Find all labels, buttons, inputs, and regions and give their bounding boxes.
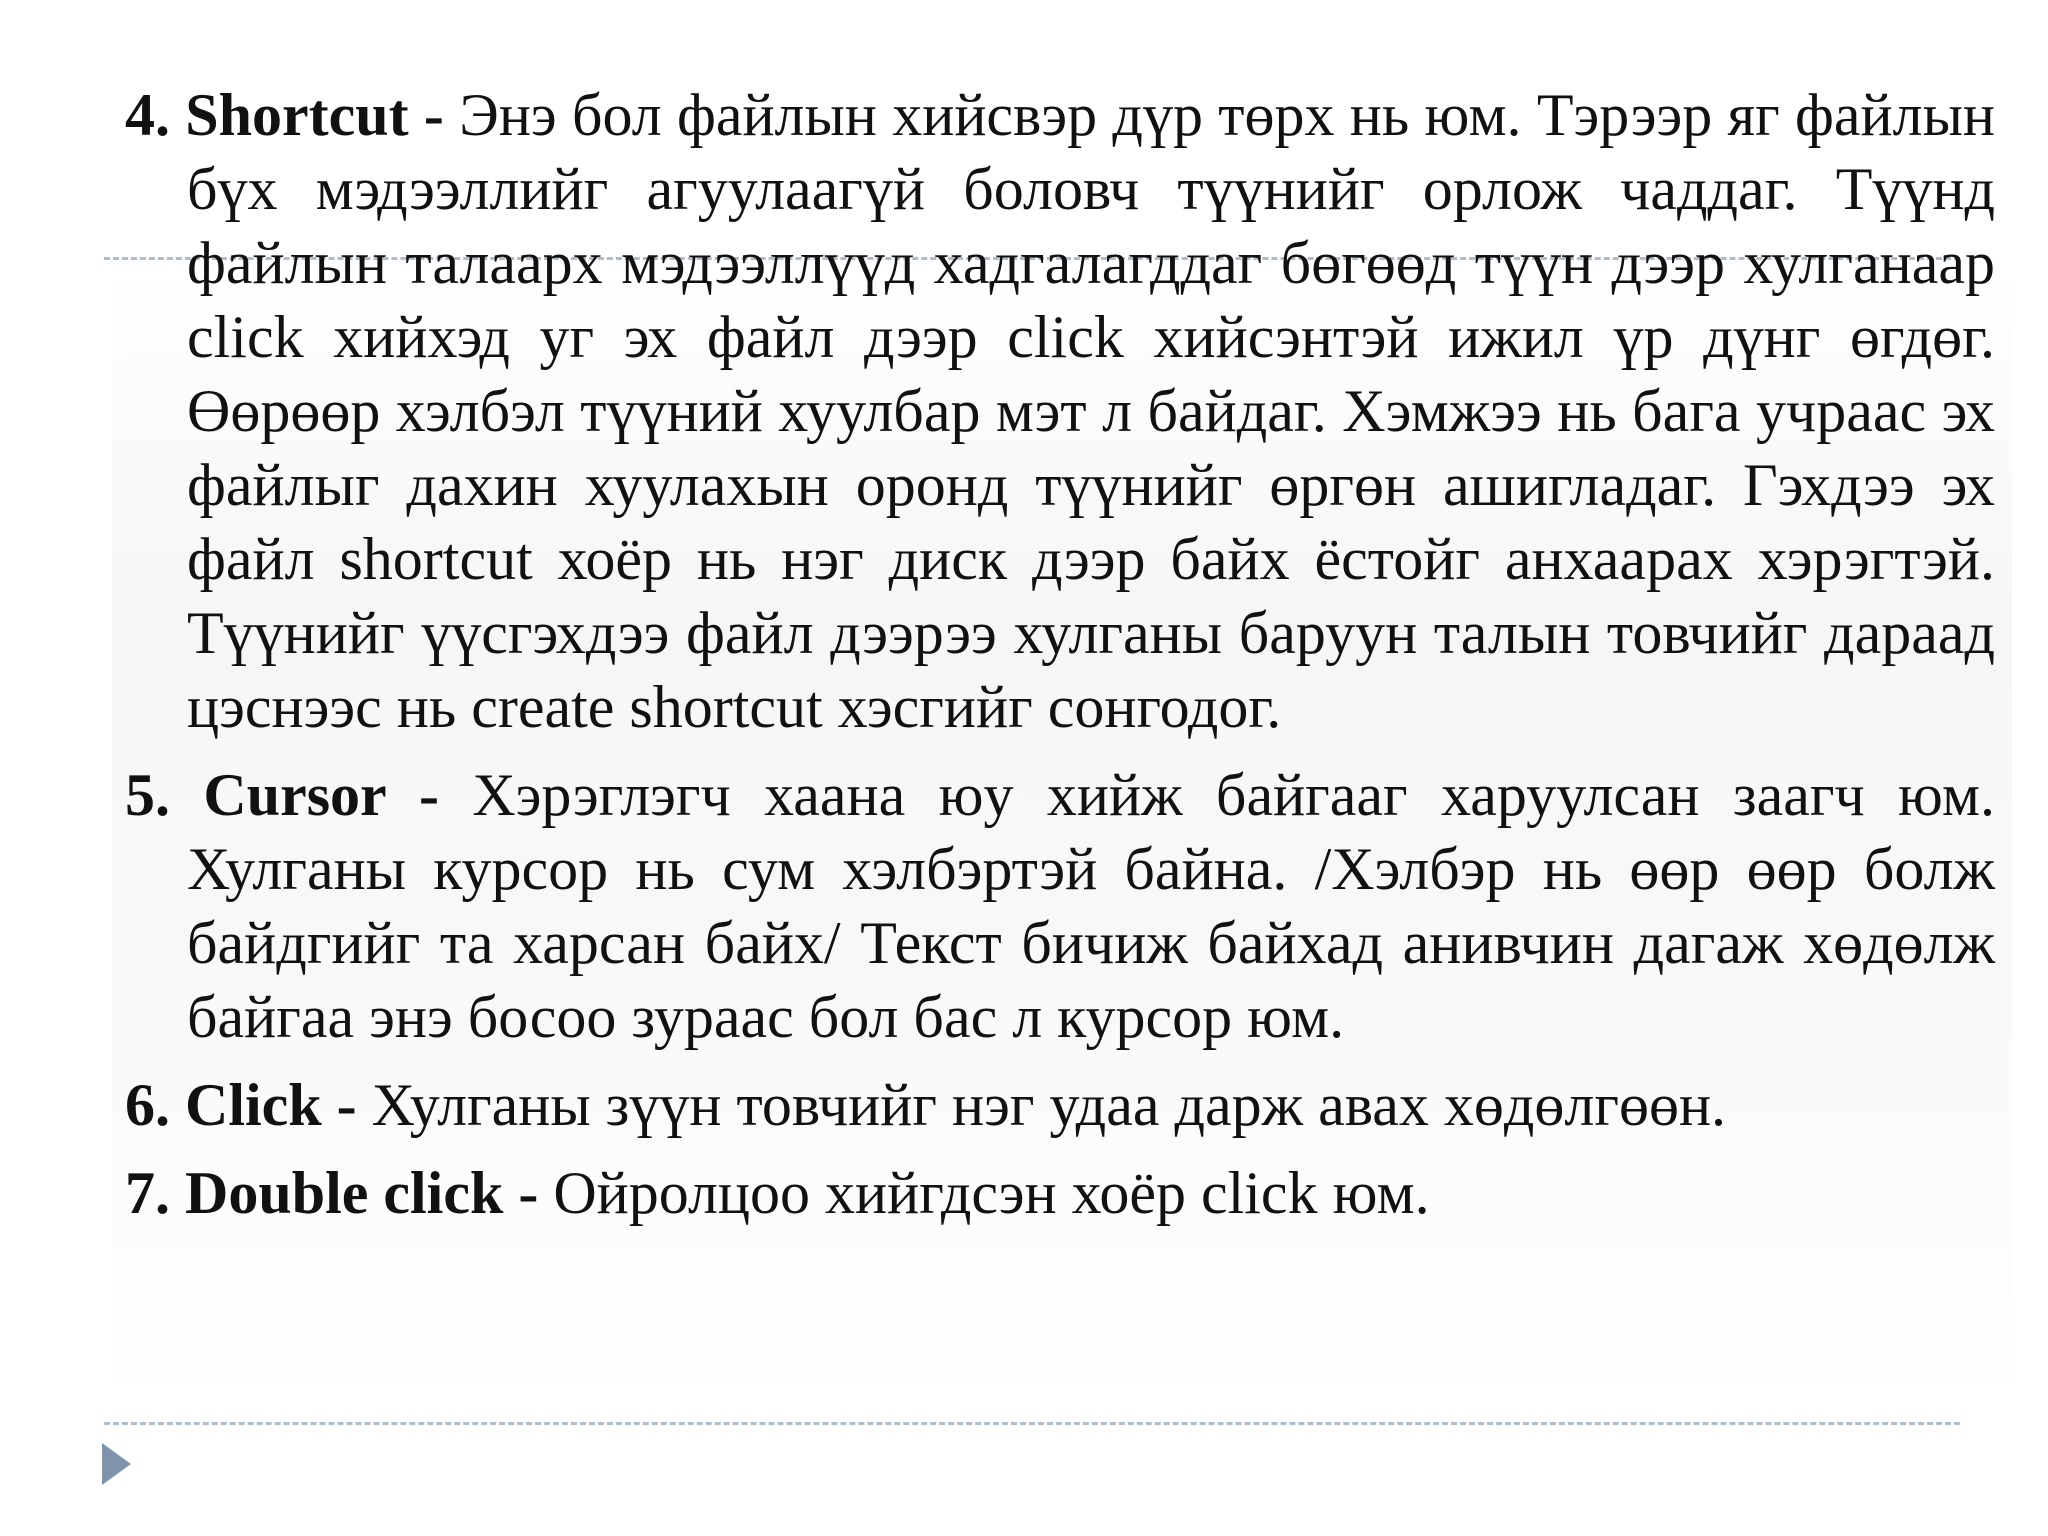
list-item-shortcut [125,78,1995,744]
definition-list [125,78,1995,1244]
term-label: 5. Cursor - [125,762,439,828]
list-item-cursor [125,758,1995,1054]
term-label: 6. Click - [125,1072,357,1138]
definition-text: Хэрэглэгч хаана юу хийж байгааг харуулсан заагч юм. Хулганы курсор нь сум хэлбэртэй байна. /Хэлбэр нь өөр өөр болж байдгийг та харсан байх/ Текст бичиж байхад анивчин дагаж хөдөлж байгаа энэ босоо зураас бол бас л курсор юм. [187,762,1995,1050]
list-item-click [125,1068,1995,1142]
triangle-right-icon [102,1443,131,1485]
term-label: 7. Double click - [125,1160,539,1226]
definition-text: Хулганы зүүн товчийг нэг удаа дарж авах хөдөлгөөн. [371,1072,1727,1138]
definition-text: Энэ бол файлын хийсвэр дүр төрх нь юм. Тэрээр яг файлын бүх мэдээллийг агуулаагүй боловч түүнийг орлож чаддаг. Түүнд файлын талаарх мэдээллүүд хадгалагддаг бөгөөд түүн дээр хулганаар click хийхэд уг эх файл дээр click хийсэнтэй ижил үр дүнг өгдөг. Өөрөөр хэлбэл түүний хуулбар мэт л байдаг. Хэмжээ нь бага учраас эх файлыг дахин хуулахын оронд түүнийг өргөн ашигладаг. Гэхдээ эх файл shortcut хоёр нь нэг диск дээр байх ёстойг анхаарах хэрэгтэй. Түүнийг үүсгэхдээ файл дээрээ хулганы баруун талын товчийг дараад цэснээс нь create shortcut хэсгийг сонгодог. [187,82,1996,740]
list-item-double-click [125,1156,1995,1230]
term-label: 4. Shortcut - [125,82,444,148]
definition-text: Ойролцоо хийгдсэн хоёр click юм. [553,1160,1430,1226]
bottom-dashed-divider [104,1422,1960,1425]
